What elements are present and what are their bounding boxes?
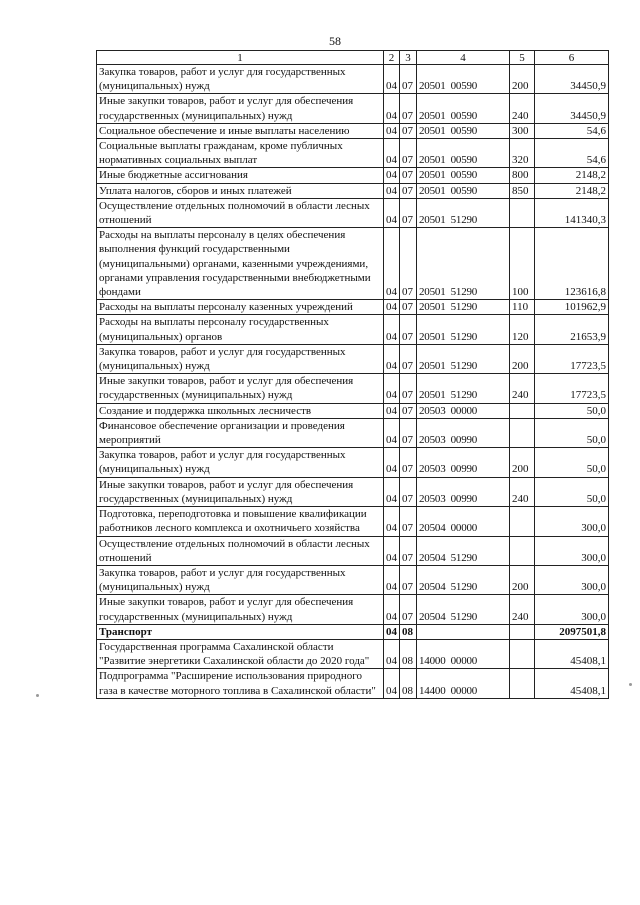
row-expense-type-cell: 850 (510, 183, 535, 198)
row-section-cell: 04 (384, 168, 400, 183)
table-row (97, 639, 609, 668)
table-row (97, 448, 609, 477)
row-name-cell: Иные закупки товаров, работ и услуг для обеспечения государственных (муниципальных) нужд (97, 374, 384, 403)
table-row (97, 595, 609, 624)
row-expense-type-cell: 200 (510, 448, 535, 477)
row-target-cell: 20501 51290 (417, 300, 510, 315)
row-section-cell: 04 (384, 374, 400, 403)
row-expense-type-cell (510, 507, 535, 536)
row-target-cell: 20503 00990 (417, 477, 510, 506)
row-amount-cell: 300,0 (535, 565, 609, 594)
table-row (97, 418, 609, 447)
row-expense-type-cell (510, 536, 535, 565)
row-amount-cell: 50,0 (535, 477, 609, 506)
row-amount-cell: 2148,2 (535, 183, 609, 198)
row-amount-cell: 141340,3 (535, 198, 609, 227)
row-subsection-cell: 07 (400, 228, 417, 300)
row-amount-cell: 2148,2 (535, 168, 609, 183)
table-row (97, 183, 609, 198)
table-row (97, 536, 609, 565)
row-amount-cell: 54,6 (535, 139, 609, 168)
row-section-cell: 04 (384, 183, 400, 198)
row-amount-cell: 300,0 (535, 507, 609, 536)
row-target-cell: 20501 00590 (417, 183, 510, 198)
header-cell-6: 6 (535, 51, 609, 65)
row-section-cell: 04 (384, 403, 400, 418)
row-name-cell: Расходы на выплаты персоналу в целях обеспечения выполнения функций государственными (муниципальными) органами, казенными учреждениями, органами управления государственными внебюджетными фондами (97, 228, 384, 300)
row-name-cell: Расходы на выплаты персоналу государственных (муниципальных) органов (97, 315, 384, 344)
row-name-cell: Осуществление отдельных полномочий в области лесных отношений (97, 198, 384, 227)
row-name-cell: Финансовое обеспечение организации и проведения мероприятий (97, 418, 384, 447)
row-expense-type-cell: 240 (510, 374, 535, 403)
row-expense-type-cell: 120 (510, 315, 535, 344)
row-target-cell: 20503 00000 (417, 403, 510, 418)
row-expense-type-cell: 200 (510, 565, 535, 594)
row-name-cell: Создание и поддержка школьных лесничеств (97, 403, 384, 418)
row-subsection-cell: 07 (400, 123, 417, 138)
row-subsection-cell: 08 (400, 639, 417, 668)
row-name-cell: Иные закупки товаров, работ и услуг для обеспечения государственных (муниципальных) нужд (97, 595, 384, 624)
row-name-cell: Иные бюджетные ассигнования (97, 168, 384, 183)
row-subsection-cell: 07 (400, 374, 417, 403)
header-cell-1: 1 (97, 51, 384, 65)
row-section-cell: 04 (384, 418, 400, 447)
row-subsection-cell: 07 (400, 65, 417, 94)
table-header-row (97, 51, 609, 65)
row-section-cell: 04 (384, 536, 400, 565)
row-name-cell: Закупка товаров, работ и услуг для государственных (муниципальных) нужд (97, 565, 384, 594)
table-row (97, 139, 609, 168)
row-target-cell (417, 624, 510, 639)
table-row (97, 477, 609, 506)
table-row (97, 123, 609, 138)
row-subsection-cell: 07 (400, 300, 417, 315)
header-cell-3: 3 (400, 51, 417, 65)
row-section-cell: 04 (384, 315, 400, 344)
row-name-cell: Государственная программа Сахалинской области "Развитие энергетики Сахалинской области до 2020 года" (97, 639, 384, 668)
row-amount-cell: 17723,5 (535, 374, 609, 403)
row-expense-type-cell: 200 (510, 344, 535, 373)
row-amount-cell: 21653,9 (535, 315, 609, 344)
row-section-cell: 04 (384, 565, 400, 594)
table-row (97, 300, 609, 315)
row-section-cell: 04 (384, 477, 400, 506)
row-subsection-cell: 07 (400, 198, 417, 227)
row-section-cell: 04 (384, 669, 400, 698)
row-name-cell: Подпрограмма "Расширение использования природного газа в качестве моторного топлива в Сахалинской области" (97, 669, 384, 698)
budget-table (96, 50, 609, 699)
row-section-cell: 04 (384, 639, 400, 668)
row-subsection-cell: 07 (400, 183, 417, 198)
row-name-cell: Иные закупки товаров, работ и услуг для обеспечения государственных (муниципальных) нужд (97, 477, 384, 506)
row-subsection-cell: 07 (400, 448, 417, 477)
header-cell-5: 5 (510, 51, 535, 65)
row-subsection-cell: 07 (400, 565, 417, 594)
row-amount-cell: 17723,5 (535, 344, 609, 373)
row-expense-type-cell (510, 198, 535, 227)
row-name-cell: Иные закупки товаров, работ и услуг для обеспечения государственных (муниципальных) нужд (97, 94, 384, 123)
row-target-cell: 20501 00590 (417, 65, 510, 94)
row-expense-type-cell (510, 624, 535, 639)
row-subsection-cell: 08 (400, 669, 417, 698)
row-expense-type-cell: 240 (510, 94, 535, 123)
row-amount-cell: 45408,1 (535, 639, 609, 668)
table-row (97, 565, 609, 594)
row-expense-type-cell: 800 (510, 168, 535, 183)
row-name-cell: Уплата налогов, сборов и иных платежей (97, 183, 384, 198)
table-row (97, 168, 609, 183)
row-subsection-cell: 07 (400, 477, 417, 506)
row-expense-type-cell: 200 (510, 65, 535, 94)
row-name-cell: Социальное обеспечение и иные выплаты населению (97, 123, 384, 138)
row-subsection-cell: 07 (400, 344, 417, 373)
row-amount-cell: 50,0 (535, 448, 609, 477)
row-target-cell: 20501 00590 (417, 94, 510, 123)
row-expense-type-cell: 240 (510, 477, 535, 506)
row-target-cell: 20504 51290 (417, 565, 510, 594)
row-subsection-cell: 07 (400, 315, 417, 344)
row-name-cell: Закупка товаров, работ и услуг для государственных (муниципальных) нужд (97, 344, 384, 373)
row-name-cell: Подготовка, переподготовка и повышение квалификации работников лесного комплекса и охотничьего хозяйства (97, 507, 384, 536)
row-amount-cell: 300,0 (535, 595, 609, 624)
row-expense-type-cell (510, 418, 535, 447)
row-target-cell: 20503 00990 (417, 448, 510, 477)
row-amount-cell: 34450,9 (535, 65, 609, 94)
row-target-cell: 20504 51290 (417, 536, 510, 565)
row-section-cell: 04 (384, 228, 400, 300)
row-section-cell: 04 (384, 300, 400, 315)
row-section-cell: 04 (384, 344, 400, 373)
row-subsection-cell: 07 (400, 139, 417, 168)
row-section-cell: 04 (384, 595, 400, 624)
header-cell-4: 4 (417, 51, 510, 65)
row-section-cell: 04 (384, 123, 400, 138)
row-name-cell: Транспорт (97, 624, 384, 639)
table-body (97, 65, 609, 699)
row-name-cell: Осуществление отдельных полномочий в области лесных отношений (97, 536, 384, 565)
row-expense-type-cell (510, 669, 535, 698)
row-section-cell: 04 (384, 198, 400, 227)
table-row (97, 228, 609, 300)
row-target-cell: 20501 51290 (417, 315, 510, 344)
row-expense-type-cell (510, 403, 535, 418)
table-row (97, 624, 609, 639)
row-subsection-cell: 07 (400, 595, 417, 624)
row-target-cell: 20501 00590 (417, 123, 510, 138)
row-target-cell: 20503 00990 (417, 418, 510, 447)
row-subsection-cell: 07 (400, 536, 417, 565)
row-subsection-cell: 07 (400, 168, 417, 183)
row-amount-cell: 54,6 (535, 123, 609, 138)
row-amount-cell: 2097501,8 (535, 624, 609, 639)
row-amount-cell: 50,0 (535, 403, 609, 418)
table-row (97, 94, 609, 123)
table-row (97, 315, 609, 344)
page-number: 58 (329, 34, 341, 48)
table-row (97, 374, 609, 403)
table-row (97, 198, 609, 227)
row-section-cell: 04 (384, 139, 400, 168)
row-expense-type-cell: 320 (510, 139, 535, 168)
row-section-cell: 04 (384, 624, 400, 639)
row-section-cell: 04 (384, 65, 400, 94)
row-subsection-cell: 08 (400, 624, 417, 639)
row-expense-type-cell: 110 (510, 300, 535, 315)
row-amount-cell: 50,0 (535, 418, 609, 447)
row-section-cell: 04 (384, 507, 400, 536)
table-row (97, 65, 609, 94)
row-target-cell: 20501 51290 (417, 344, 510, 373)
row-target-cell: 20501 51290 (417, 374, 510, 403)
table-row (97, 403, 609, 418)
row-target-cell: 20504 51290 (417, 595, 510, 624)
row-name-cell: Социальные выплаты гражданам, кроме публичных нормативных социальных выплат (97, 139, 384, 168)
row-target-cell: 14400 00000 (417, 669, 510, 698)
scan-speck (36, 694, 39, 697)
row-expense-type-cell: 300 (510, 123, 535, 138)
row-name-cell: Закупка товаров, работ и услуг для государственных (муниципальных) нужд (97, 448, 384, 477)
row-target-cell: 20501 00590 (417, 168, 510, 183)
table-row (97, 507, 609, 536)
row-amount-cell: 300,0 (535, 536, 609, 565)
row-subsection-cell: 07 (400, 94, 417, 123)
row-target-cell: 14000 00000 (417, 639, 510, 668)
table-row (97, 344, 609, 373)
scan-speck (629, 683, 632, 686)
row-target-cell: 20501 51290 (417, 228, 510, 300)
row-target-cell: 20504 00000 (417, 507, 510, 536)
row-subsection-cell: 07 (400, 507, 417, 536)
row-name-cell: Расходы на выплаты персоналу казенных учреждений (97, 300, 384, 315)
row-target-cell: 20501 00590 (417, 139, 510, 168)
row-subsection-cell: 07 (400, 418, 417, 447)
row-expense-type-cell (510, 639, 535, 668)
table-row (97, 669, 609, 698)
row-subsection-cell: 07 (400, 403, 417, 418)
row-expense-type-cell: 240 (510, 595, 535, 624)
row-amount-cell: 34450,9 (535, 94, 609, 123)
row-section-cell: 04 (384, 94, 400, 123)
row-section-cell: 04 (384, 448, 400, 477)
row-amount-cell: 45408,1 (535, 669, 609, 698)
row-expense-type-cell: 100 (510, 228, 535, 300)
row-name-cell: Закупка товаров, работ и услуг для государственных (муниципальных) нужд (97, 65, 384, 94)
row-target-cell: 20501 51290 (417, 198, 510, 227)
header-cell-2: 2 (384, 51, 400, 65)
row-amount-cell: 123616,8 (535, 228, 609, 300)
row-amount-cell: 101962,9 (535, 300, 609, 315)
